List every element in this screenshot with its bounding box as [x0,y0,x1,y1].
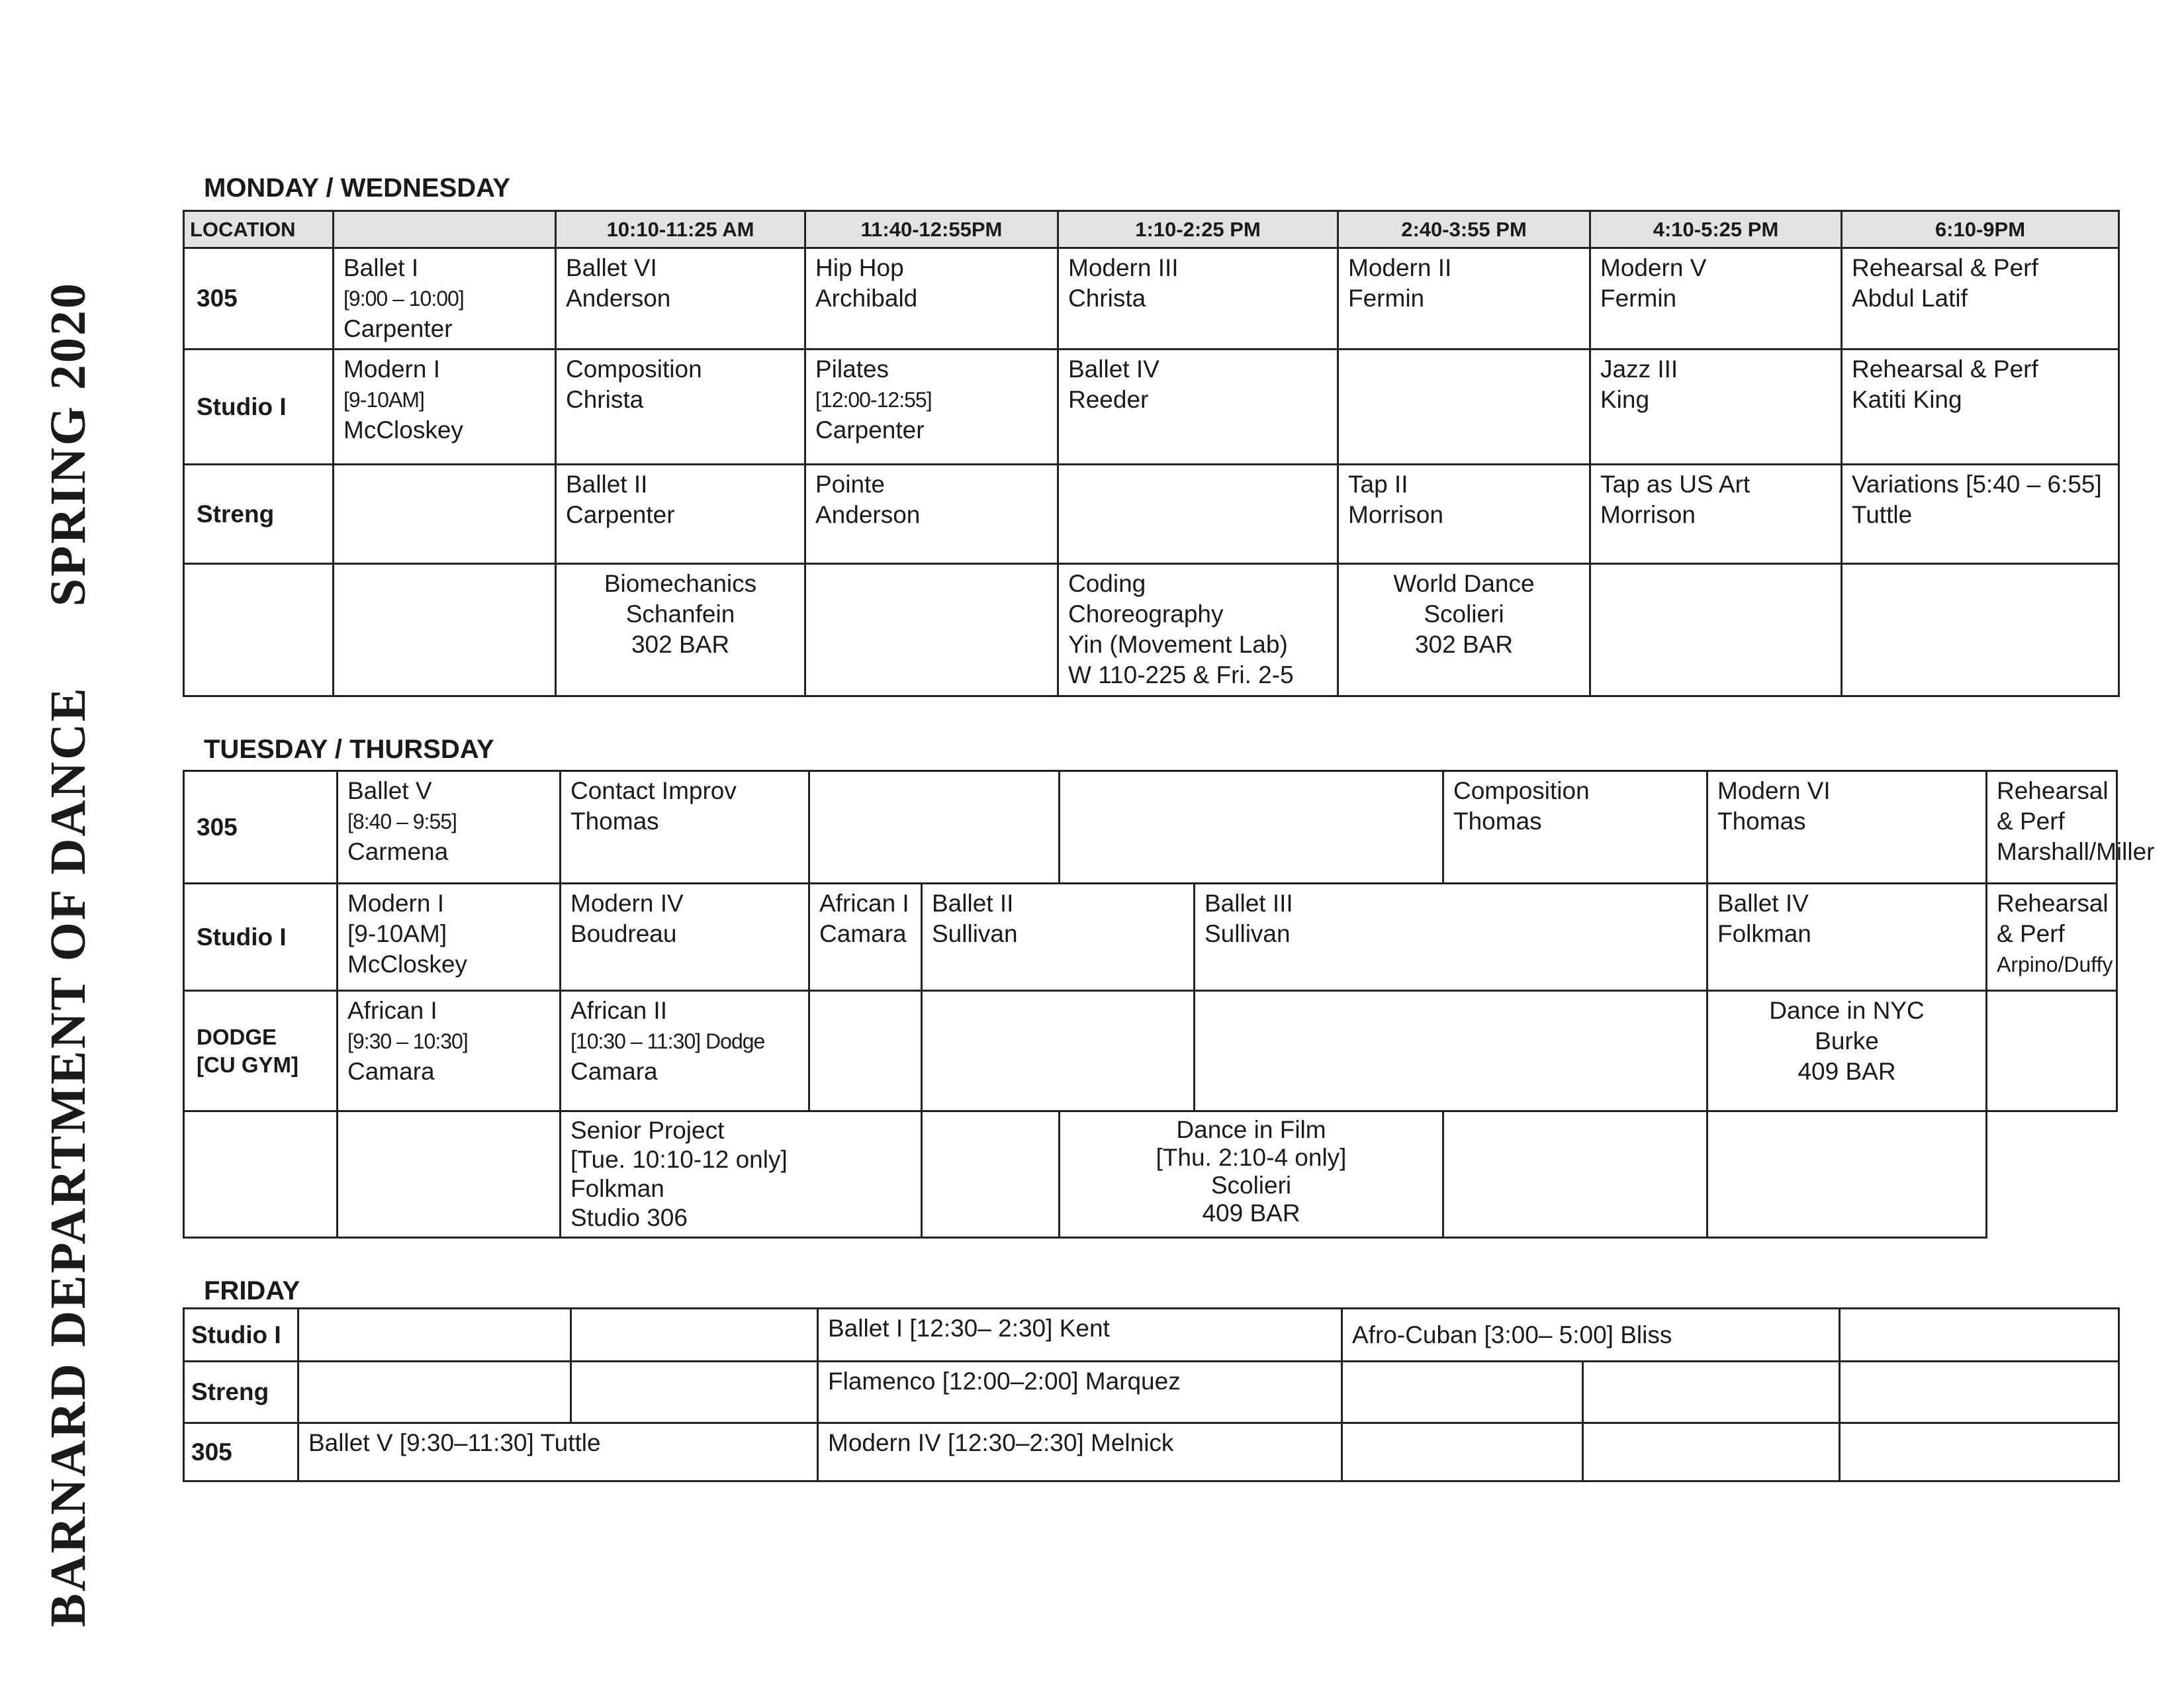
empty-cell [1443,1111,1707,1238]
class-title: Contact Improv [570,777,737,804]
class-title: Dance in Film [1176,1116,1326,1143]
empty-cell [1840,1309,2119,1362]
class-detail: [12:00-12:55] [815,388,932,412]
header-location: LOCATION [184,211,334,248]
class-cell [805,350,1058,465]
class-cell [805,465,1058,564]
class-cell [1058,350,1338,465]
location-cell: Studio I [184,884,338,991]
class-detail: Yin (Movement Lab) [1068,631,1288,658]
empty-cell [1060,771,1443,884]
class-cell [1195,884,1707,991]
class-cell [561,991,809,1111]
class-title: Ballet III [1205,890,1293,917]
class-cell [1058,248,1338,350]
class-cell: Afro-Cuban [3:00– 5:00] Bliss [1342,1309,1840,1362]
class-title: Composition [566,355,702,383]
empty-cell [1342,1423,1583,1481]
side-title [40,281,97,1627]
schedule-table-friday [183,1307,2120,1482]
class-title: Ballet IV [1717,890,1809,917]
class-cell [1590,465,1842,564]
table-row [184,350,2119,465]
header-row [184,211,2119,248]
class-instructor: Folkman [570,1175,664,1202]
location-cell: Studio I [184,350,334,465]
class-detail: [9:00 – 10:00] [343,287,464,310]
table-row [184,248,2119,350]
class-time: [Tue. 10:10-12 only] [570,1146,788,1173]
class-detail: Carpenter [566,501,675,528]
header-slot-6: 6:10-9PM [1842,211,2119,248]
class-cell: Modern IV [12:30–2:30] Melnick [818,1423,1342,1481]
class-title: Jazz III [1600,355,1678,383]
class-instructor: Folkman [1717,920,1811,947]
class-detail: Tuttle [1852,501,1913,528]
class-instructor: Marshall/Miller [1997,838,2155,865]
class-instructor: Camara [819,920,907,947]
class-cell: Ballet V [9:30–11:30] Tuttle [298,1423,818,1481]
location-detail: [CU GYM] [197,1052,298,1077]
location-cell [184,564,334,696]
section-heading-mon-wed: MONDAY / WEDNESDAY [204,173,511,203]
empty-cell [1195,991,1707,1111]
class-detail: Fermin [1600,285,1677,312]
class-cell [1058,564,1338,696]
class-title: Senior Project [570,1117,725,1144]
class-instructor: Sullivan [1205,920,1291,947]
class-detail: Katiti King [1852,386,1962,413]
class-title: Modern V [1600,254,1707,281]
class-title: Hip Hop [815,254,904,281]
class-title: Rehearsal & Perf [1997,777,2109,835]
class-time: [8:40 – 9:55] [347,810,457,833]
location-cell: 305 [184,771,338,884]
class-cell [922,884,1195,991]
class-title: Ballet II [932,890,1014,917]
class-cell [1338,465,1590,564]
location-name: DODGE [197,1024,277,1049]
class-detail: Archibald [815,285,918,312]
class-title: Biomechanics [604,570,757,597]
class-detail: Choreography [1068,600,1224,628]
class-title: Composition [1453,777,1590,804]
section-heading-friday: FRIDAY [204,1276,300,1305]
class-cell [561,884,809,991]
class-cell [334,248,556,350]
header-early [334,211,556,248]
class-title: Rehearsal & Perf [1852,254,2038,281]
class-title: Modern VI [1717,777,1831,804]
empty-cell [298,1362,571,1423]
class-instructor: Arpino/Duffy [1997,953,2113,976]
class-instructor: Sullivan [932,920,1018,947]
class-title: African I [819,890,909,917]
class-title: Modern I [347,890,445,917]
class-cell: Flamenco [12:00–2:00] Marquez [818,1362,1342,1423]
class-detail: W 110-225 & Fri. 2-5 [1068,661,1294,688]
class-cell [1707,771,1987,884]
class-cell [1060,1111,1443,1238]
class-title: Ballet VI [566,254,657,281]
class-cell: Ballet I [12:30– 2:30] Kent [818,1309,1342,1362]
section-heading-tue-thu: TUESDAY / THURSDAY [204,735,494,764]
empty-cell [922,991,1195,1111]
class-cell [1443,771,1707,884]
class-cell [1842,350,2119,465]
class-cell [561,771,809,884]
class-room: 409 BAR [1202,1199,1300,1227]
class-detail: Schanfein [625,600,735,628]
location-cell: Streng [184,1362,298,1423]
class-title: Pilates [815,355,889,383]
class-instructor: McCloskey [347,951,467,978]
table-row [184,1423,2119,1481]
empty-cell [809,771,1060,884]
schedule-table-mon-wed [183,210,2120,697]
class-instructor: Scolieri [1210,1172,1292,1199]
class-detail: McCloskey [343,416,463,444]
header-slot-4: 2:40-3:55 PM [1338,211,1590,248]
empty-cell [805,564,1058,696]
class-cell [334,350,556,465]
class-detail: Carpenter [815,416,925,444]
empty-cell [922,1111,1060,1238]
class-cell [1590,350,1842,465]
class-cell [556,465,805,564]
empty-cell [571,1309,818,1362]
class-room: Studio 306 [570,1204,688,1231]
empty-cell [334,465,556,564]
class-detail: 302 BAR [631,631,730,658]
location-cell: 305 [184,248,334,350]
class-title: Ballet V [347,777,432,804]
class-detail: Anderson [815,501,921,528]
header-slot-3: 1:10-2:25 PM [1058,211,1338,248]
class-detail: Reeder [1068,386,1149,413]
class-cell [1842,248,2119,350]
header-slot-1: 10:10-11:25 AM [556,211,805,248]
class-cell [1590,248,1842,350]
class-cell [338,991,561,1111]
class-detail: [9-10AM] [343,388,424,412]
department-title: BARNARD DEPARTMENT OF DANCE [40,686,96,1627]
class-detail: Abdul Latif [1852,285,1968,312]
class-cell [809,884,922,991]
empty-cell [1583,1362,1840,1423]
class-title: Pointe [815,471,885,498]
class-cell [556,350,805,465]
class-cell [805,248,1058,350]
empty-cell [334,564,556,696]
class-detail: Carpenter [343,315,453,342]
table-row [184,465,2119,564]
class-title: Rehearsal & Perf [1852,355,2038,383]
empty-cell [1840,1362,2119,1423]
class-detail: King [1600,386,1650,413]
class-detail: Christa [1068,285,1146,312]
class-cell [1842,465,2119,564]
header-slot-5: 4:10-5:25 PM [1590,211,1842,248]
term-title: SPRING 2020 [40,281,96,607]
empty-cell [1583,1423,1840,1481]
class-title: Tap II [1348,471,1408,498]
class-title: World Dance [1393,570,1535,597]
class-detail: Scolieri [1424,600,1504,628]
class-detail: Morrison [1348,501,1443,528]
location-cell: 305 [184,1423,298,1481]
class-cell [1707,884,1987,991]
location-cell: Streng [184,465,334,564]
table-row [184,1111,2117,1238]
empty-cell [1707,1111,1987,1238]
class-title: Ballet I [343,254,419,281]
table-row [184,1309,2119,1362]
class-room: 409 BAR [1797,1058,1896,1085]
class-detail: Anderson [566,285,671,312]
class-detail: 302 BAR [1414,631,1514,658]
class-cell [556,564,805,696]
class-title: Ballet IV [1068,355,1160,383]
class-title: Modern I [343,355,441,383]
class-title: Dance in NYC [1769,997,1925,1024]
class-time: [Thu. 2:10-4 only] [1156,1144,1347,1171]
class-title: Variations [5:40 – 6:55] [1852,471,2102,498]
class-instructor: Thomas [570,808,659,835]
class-title: Ballet II [566,471,648,498]
class-cell [556,248,805,350]
class-time: [9:30 – 10:30] [347,1029,468,1053]
empty-cell [1842,564,2119,696]
class-title: African I [347,997,437,1024]
class-cell [1987,884,2117,991]
class-detail: Christa [566,386,644,413]
class-instructor: Thomas [1453,808,1542,835]
class-cell [1338,248,1590,350]
class-title: Coding [1068,570,1146,597]
class-cell [1338,564,1590,696]
class-title: Modern II [1348,254,1452,281]
class-title: Modern III [1068,254,1179,281]
location-cell [184,991,338,1111]
class-title: African II [570,997,667,1024]
table-row [184,884,2117,991]
class-time: [9-10AM] [347,920,447,947]
class-instructor: Camara [570,1058,658,1085]
class-instructor: Thomas [1717,808,1806,835]
table-row [184,564,2119,696]
class-detail: Morrison [1600,501,1696,528]
empty-cell [1342,1362,1583,1423]
empty-cell [1590,564,1842,696]
empty-cell [338,1111,561,1238]
class-detail: Fermin [1348,285,1425,312]
class-cell [338,771,561,884]
class-time: [10:30 – 11:30] Dodge [570,1029,765,1053]
class-cell [338,884,561,991]
class-instructor: Camara [347,1058,435,1085]
class-cell [561,1111,922,1238]
table-row [184,991,2117,1111]
location-cell: Studio I [184,1309,298,1362]
schedule-table-tue-thu [183,770,2155,1239]
empty-cell [1058,465,1338,564]
empty-cell [1338,350,1590,465]
empty-cell [184,1111,338,1238]
class-title: Modern IV [570,890,684,917]
empty-cell [809,991,922,1111]
class-instructor: Carmena [347,838,449,865]
class-cell [1987,771,2155,884]
class-instructor: Burke [1815,1027,1879,1055]
class-title: Tap as US Art [1600,471,1751,498]
table-row [184,1362,2119,1423]
empty-cell [1840,1423,2119,1481]
class-cell [1707,991,1987,1111]
class-title: Rehearsal & Perf [1997,890,2109,947]
empty-cell [571,1362,818,1423]
empty-cell [1987,991,2117,1111]
empty-cell [298,1309,571,1362]
class-instructor: Boudreau [570,920,677,947]
table-row [184,771,2117,884]
header-slot-2: 11:40-12:55PM [805,211,1058,248]
